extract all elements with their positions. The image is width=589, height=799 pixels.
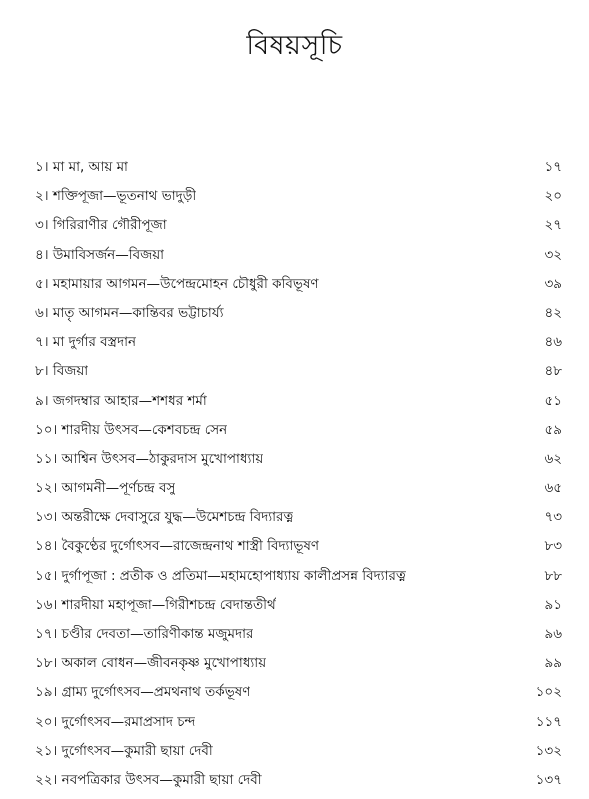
toc-page-number: ৯১	[544, 596, 562, 613]
toc-row	[35, 624, 562, 653]
toc-page-number: ৬৫	[544, 480, 562, 497]
toc-page-number: ২৭	[544, 217, 562, 234]
toc-page-number: ৫৯	[544, 421, 562, 438]
toc-entry-text: ৪। উমাবিসর্জন—বিজয়া	[35, 246, 165, 263]
toc-row	[35, 536, 562, 565]
toc-page-number: ৭৩	[544, 509, 562, 526]
toc-page-number: ১৩২	[535, 742, 562, 759]
toc-row	[35, 303, 562, 332]
toc-entry-text: ৫। মহামায়ার আগমন—উপেন্দ্রমোহন চৌধুরী কবিভূষণ	[35, 275, 319, 292]
toc-row	[35, 245, 562, 274]
toc-row	[35, 332, 562, 361]
toc-page-number: ৪৮	[544, 363, 562, 380]
toc-row	[35, 770, 562, 799]
toc-row	[35, 215, 562, 244]
table-of-contents	[35, 157, 562, 799]
toc-page-number: ৫১	[544, 392, 562, 409]
page-title: বিষয়সূচি	[246, 30, 343, 61]
toc-page-number: ৮৮	[544, 567, 562, 584]
toc-entry-text: ২০। দুর্গোৎসব—রমাপ্রসাদ চন্দ	[35, 713, 196, 730]
toc-entry-text: ৬। মাতৃ আগমন—কান্তিবর ভট্টাচার্য্য	[35, 304, 224, 321]
toc-row	[35, 566, 562, 595]
toc-row	[35, 653, 562, 682]
toc-entry-text: ১৫। দুর্গাপূজা : প্রতীক ও প্রতিমা—মহামহোপাধ্যায় কালীপ্রসন্ন বিদ্যারত্ন	[35, 567, 406, 584]
toc-row	[35, 449, 562, 478]
toc-page-number: ২০	[544, 188, 562, 205]
toc-row	[35, 712, 562, 741]
toc-page-number: ১০২	[535, 684, 562, 701]
toc-page-number: ১৩৭	[535, 771, 562, 788]
toc-entry-text: ১৭। চণ্ডীর দেবতা—তারিণীকান্ত মজুমদার	[35, 626, 254, 642]
toc-entry-text: ১৪। বৈকুণ্ঠের দুর্গোৎসব—রাজেন্দ্রনাথ শাস্ত্রী বিদ্যাভূষণ	[35, 538, 320, 555]
toc-entry-text: ১৩। অন্তরীক্ষে দেবাসুরে যুদ্ধ—উমেশচন্দ্র বিদ্যারত্ন	[35, 509, 294, 526]
toc-page-number: ৩৯	[544, 275, 562, 292]
toc-row	[35, 361, 562, 390]
toc-entry-text: ৯। জগদম্বার আহার—শশধর শর্মা	[35, 392, 207, 409]
toc-entry-text: ২১। দুর্গোৎসব—কুমারী ছায়া দেবী	[35, 742, 213, 759]
toc-page-number: ৯৯	[544, 655, 562, 672]
toc-entry-text: ১৯। গ্রাম্য দুর্গোৎসব—প্রমথনাথ তর্কভূষণ	[35, 684, 251, 701]
toc-row	[35, 274, 562, 303]
toc-row	[35, 595, 562, 624]
toc-row	[35, 741, 562, 770]
toc-row	[35, 682, 562, 711]
toc-row	[35, 391, 562, 420]
toc-row	[35, 478, 562, 507]
toc-entry-text: ১২। আগমনী—পূর্ণচন্দ্র বসু	[35, 480, 176, 497]
toc-entry-text: ১১। আশ্বিন উৎসব—ঠাকুরদাস মুখোপাধ্যায়	[35, 450, 264, 467]
toc-entry-text: ১০। শারদীয় উৎসব—কেশবচন্দ্র সেন	[35, 421, 228, 438]
toc-entry-text: ৮। বিজয়া	[35, 363, 89, 380]
toc-entry-text: ২। শক্তিপূজা—ভূতনাথ ভাদুড়ী	[35, 188, 197, 205]
toc-page-number: ৮৩	[544, 538, 562, 555]
toc-entry-text: ২২। নবপত্রিকার উৎসব—কুমারী ছায়া দেবী	[35, 771, 262, 788]
toc-row	[35, 420, 562, 449]
toc-page-number: ১৭	[544, 159, 562, 175]
toc-entry-text: ১। মা মা, আয় মা	[35, 159, 128, 175]
toc-page-number: ৪৬	[544, 334, 562, 351]
toc-page-number: ৯৬	[544, 626, 562, 642]
toc-entry-text: ১৮। অকাল বোধন—জীবনকৃষ্ণ মুখোপাধ্যায়	[35, 655, 267, 672]
toc-row	[35, 157, 562, 186]
toc-row	[35, 186, 562, 215]
toc-entry-text: ১৬। শারদীয়া মহাপূজা—গিরীশচন্দ্র বেদান্ততীর্থ	[35, 596, 276, 613]
toc-page-number: ৬২	[544, 450, 562, 467]
toc-page-number: ১১৭	[535, 713, 562, 730]
toc-entry-text: ৩। গিরিরাণীর গৌরীপূজা	[35, 217, 167, 234]
toc-entry-text: ৭। মা দুর্গার বস্ত্রদান	[35, 334, 137, 351]
toc-page-number: ৪২	[544, 304, 562, 321]
toc-row	[35, 507, 562, 536]
toc-page-number: ৩২	[544, 246, 562, 263]
